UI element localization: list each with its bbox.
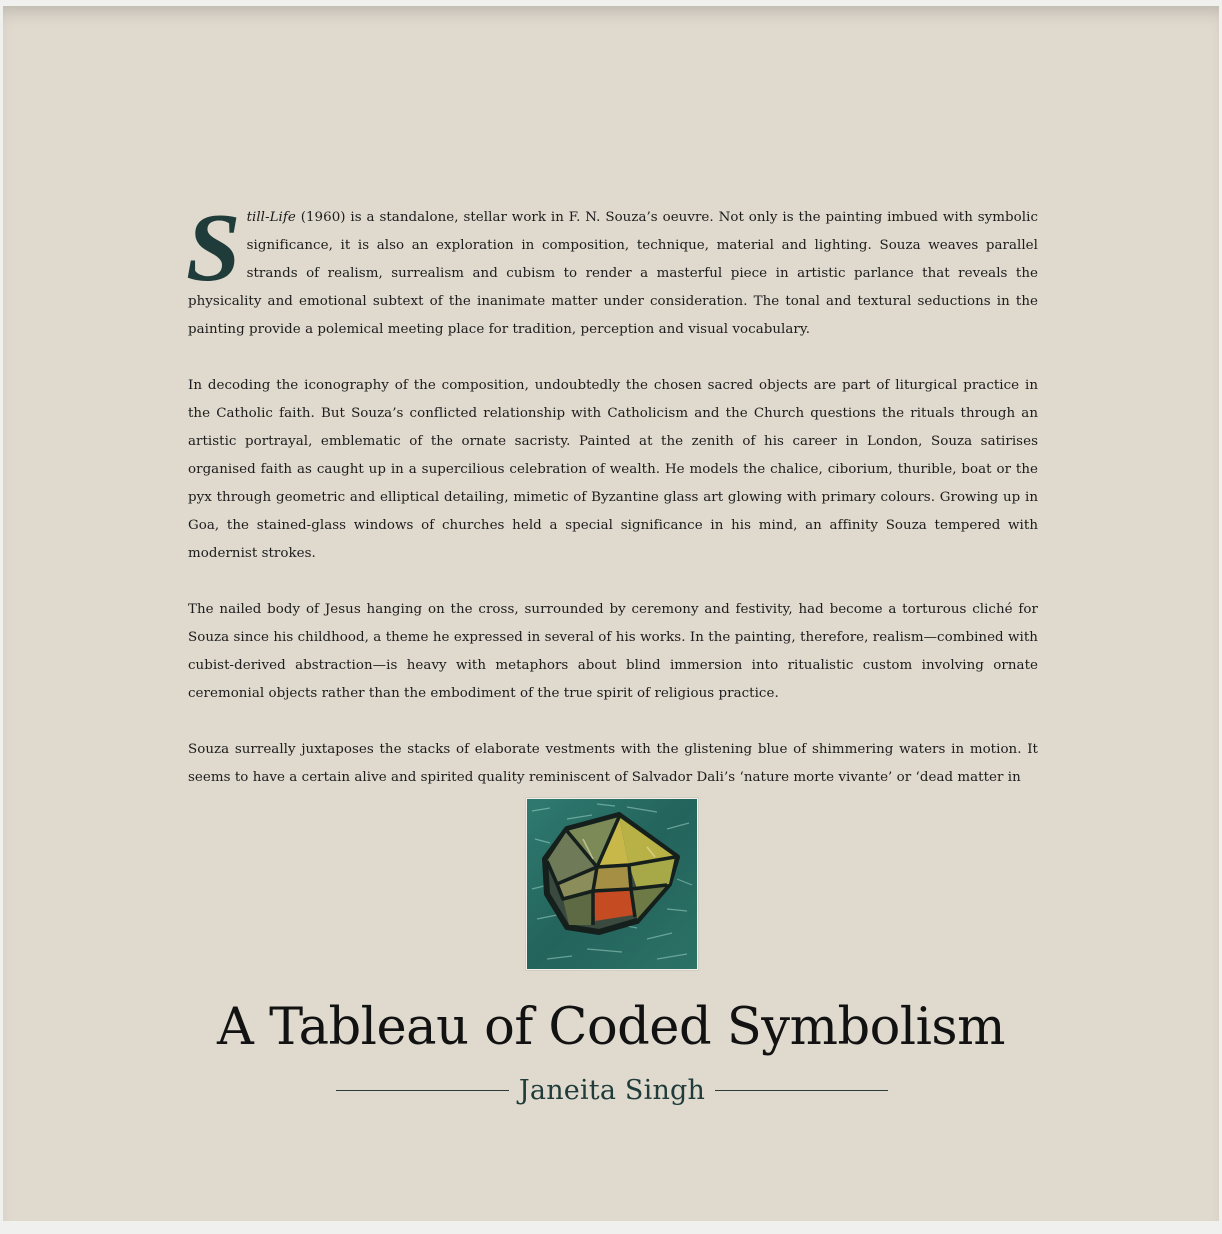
book-title: A Tableau of Coded Symbolism (217, 998, 1005, 1057)
author-name: Janeita Singh (518, 1074, 706, 1106)
paragraph-1-text: (1960) is a standalone, stellar work in F. N. Souza’s oeuvre. Not only is the painting imbued with symbolic significance, it is also an exploration in composition, technique, material and lighting. Souza weaves parallel strands of realism, surrealism and cubism to render a masterful piece in artistic parlance that reveals the physicality and emotional subtext of the inanimate matter under consideration. The tonal and textural seductions in the painting provide a polemical meeting place for tradition, perception and visual vocabulary. (188, 210, 1038, 337)
paragraph-4: Souza surreally juxtaposes the stacks of elaborate vestments with the glistening blue of shimmering waters in motion. It seems to have a certain alive and spirited quality reminiscent of Salvador Dali’s ‘nature morte vivante’ or ‘dead matter in (188, 742, 1038, 785)
article-excerpt[interactable] (186, 194, 1038, 785)
painting-thumbnail[interactable] (526, 798, 698, 970)
paragraph-2: In decoding the iconography of the composition, undoubtedly the chosen sacred objects are part of liturgical practice in the Catholic faith. But Souza’s conflicted relationship with Catholicism and the Church questions the rituals through an artistic portrayal, emblematic of the ornate sacristy. Painted at the zenith of his career in London, Souza satirises organised faith as caught up in a supercilious celebration of wealth. He models the chalice, ciborium, thurible, boat or the pyx through geometric and elliptical detailing, mimetic of Byzantine glass art glowing with primary colours. Growing up in Goa, the stained-glass windows of churches held a special significance in his mind, an affinity Souza tempered with modernist strokes. (188, 378, 1038, 561)
paragraph-3: The nailed body of Jesus hanging on the cross, surrounded by ceremony and festivity, had become a torturous cliché for Souza since his childhood, a theme he expressed in several of his works. In the painting, therefore, realism—combined with cubist-derived abstraction—is heavy with metaphors about blind immersion into ritualistic custom involving ornate ceremonial objects rather than the embodiment of the true spirit of religious practice. (188, 602, 1038, 701)
byline-rule-left (336, 1090, 509, 1091)
artwork-title: till-Life (246, 210, 296, 225)
author-byline (336, 1070, 888, 1110)
byline-rule-right (715, 1090, 888, 1091)
painting-image (527, 799, 697, 969)
book-page (3, 6, 1219, 1221)
drop-cap: S (186, 194, 241, 302)
paragraph-1 (186, 194, 1038, 344)
